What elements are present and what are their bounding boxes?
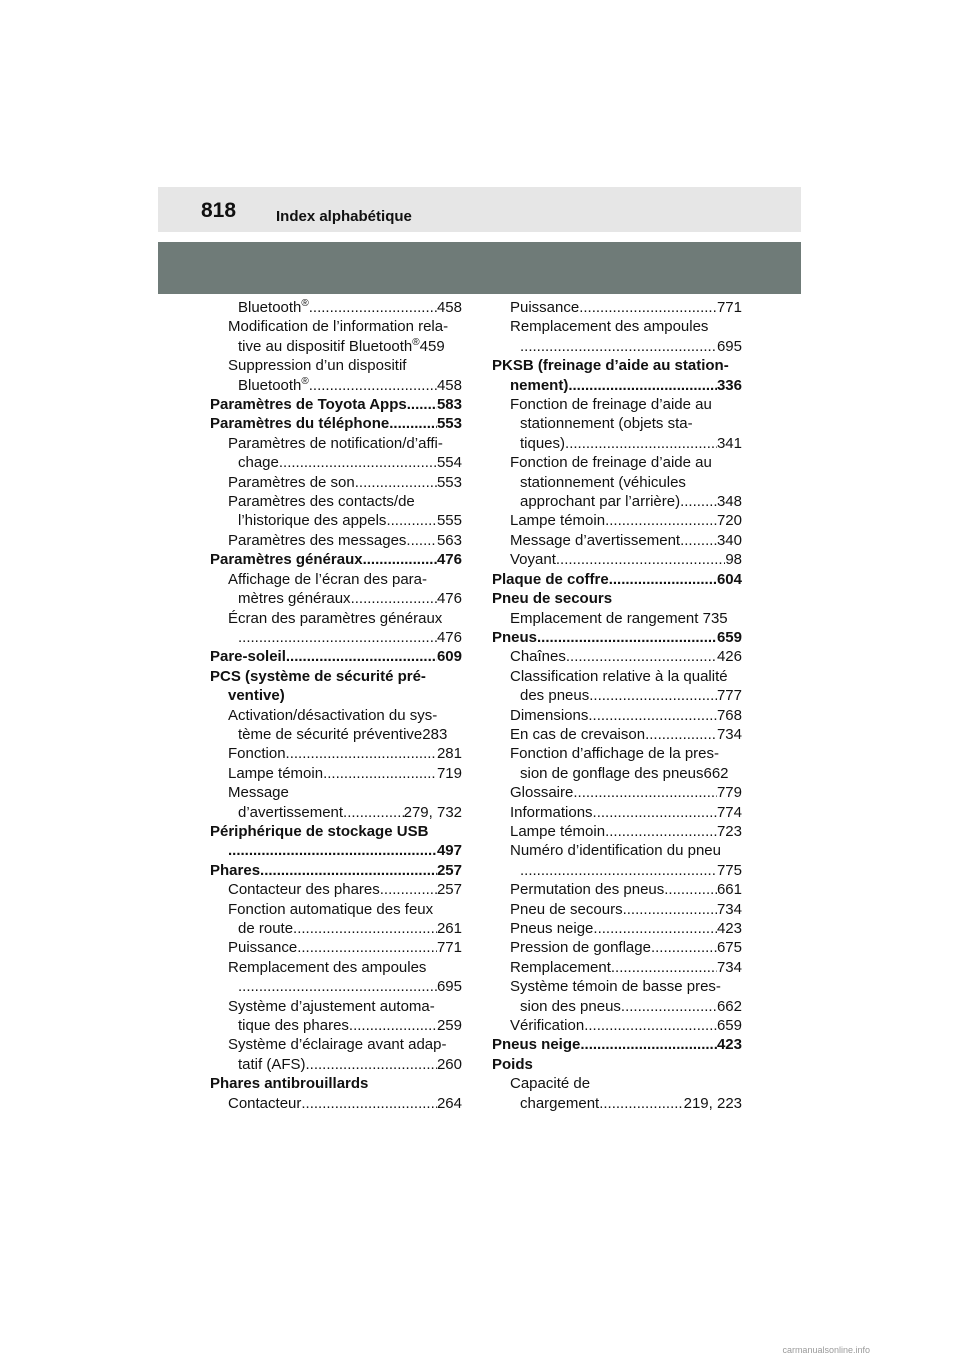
index-entry-main: Périphérique de stockage USB bbox=[210, 822, 429, 840]
index-entry: Puissance ..... 771 bbox=[210, 938, 462, 957]
index-entry-main: PKSB (freinage d’aide au station- bbox=[492, 357, 729, 375]
index-entry: tique des phares ..... 259 bbox=[210, 1016, 462, 1035]
index-entry: Fonction de freinage d’aide au bbox=[510, 454, 712, 472]
index-entry: mètres généraux ..... 476 bbox=[210, 589, 462, 608]
index-entry-main: Pneus ..... 659 bbox=[492, 628, 742, 647]
index-entry-main: ..... 497 bbox=[210, 841, 462, 860]
index-entry: Dimensions ..... 768 bbox=[492, 706, 742, 725]
index-entry: Paramètres des contacts/de bbox=[228, 493, 415, 511]
index-entry: Vérification ..... 659 bbox=[492, 1016, 742, 1035]
index-entry-main: Plaque de coffre ..... 604 bbox=[492, 570, 742, 589]
index-entry: Classification relative à la qualité bbox=[510, 667, 728, 685]
index-entry: tiques) ..... 341 bbox=[492, 434, 742, 453]
index-entry: chargement ..... 219, 223 bbox=[492, 1094, 742, 1113]
index-entry: Emplacement de rangement 735 bbox=[510, 609, 728, 627]
index-entry: Système d’éclairage avant adap- bbox=[228, 1036, 447, 1054]
index-entry: Lampe témoin ..... 719 bbox=[210, 764, 462, 783]
index-entry: chage ..... 554 bbox=[210, 453, 462, 472]
index-entry: Capacité de bbox=[510, 1075, 591, 1093]
index-entry: Contacteur des phares ..... 257 bbox=[210, 880, 462, 899]
index-entry: Voyant ..... 98 bbox=[492, 550, 742, 569]
index-entry-main: Pneus neige ..... 423 bbox=[492, 1035, 742, 1054]
index-entry: Suppression d’un dispositif bbox=[228, 357, 407, 375]
index-entry: Numéro d’identification du pneu bbox=[510, 842, 721, 860]
index-entry: Fonction de freinage d’aide au bbox=[510, 396, 712, 414]
index-entry-main: PCS (système de sécurité pré- bbox=[210, 667, 426, 685]
index-entry: Remplacement des ampoules bbox=[228, 958, 427, 976]
index-entry: Glossaire ..... 779 bbox=[492, 783, 742, 802]
index-entry: Affichage de l’écran des para- bbox=[228, 570, 428, 588]
index-entry: Message d’avertissement ..... 340 bbox=[492, 531, 742, 550]
index-entry: En cas de crevaison ..... 734 bbox=[492, 725, 742, 744]
index-column-left bbox=[210, 298, 462, 1113]
index-entry: Lampe témoin ..... 720 bbox=[492, 511, 742, 530]
index-entry: stationnement (objets sta- bbox=[520, 415, 693, 433]
index-entry: Modification de l’information rela- bbox=[228, 318, 449, 336]
index-entry: Activation/désactivation du sys- bbox=[228, 706, 438, 724]
index-entry: Pneu de secours ..... 734 bbox=[492, 900, 742, 919]
index-entry: Paramètres des messages ..... 563 bbox=[210, 531, 462, 550]
index-entry: Contacteur ..... 264 bbox=[210, 1094, 462, 1113]
index-entry: ..... 775 bbox=[492, 861, 742, 880]
header-band bbox=[158, 242, 801, 294]
index-entry: l’historique des appels ..... 555 bbox=[210, 511, 462, 530]
index-entry: Système témoin de basse pres- bbox=[510, 978, 721, 996]
index-entry: Paramètres de notification/d’affi- bbox=[228, 434, 443, 452]
index-entry-main: Paramètres du téléphone ..... 553 bbox=[210, 414, 462, 433]
index-entry: Chaînes ..... 426 bbox=[492, 647, 742, 666]
index-entry: Permutation des pneus ..... 661 bbox=[492, 880, 742, 899]
index-entry: Informations ..... 774 bbox=[492, 803, 742, 822]
index-entry: ..... 476 bbox=[210, 628, 462, 647]
index-entry-main: Pneu de secours bbox=[492, 590, 613, 608]
index-entry: stationnement (véhicules bbox=[520, 473, 686, 491]
index-entry-main: Paramètres de Toyota Apps ..... 583 bbox=[210, 395, 462, 414]
index-entry: tème de sécurité préventive 283 bbox=[238, 725, 448, 743]
index-entry: tive au dispositif Bluetooth® 459 bbox=[238, 336, 445, 355]
index-entry: ..... 695 bbox=[210, 977, 462, 996]
index-entry: Bluetooth® ..... 458 bbox=[210, 376, 462, 395]
index-entry: Fonction automatique des feux bbox=[228, 900, 434, 918]
index-entry: Système d’ajustement automa- bbox=[228, 997, 435, 1015]
index-entry: tatif (AFS) ..... 260 bbox=[210, 1055, 462, 1074]
index-entry: de route ..... 261 bbox=[210, 919, 462, 938]
index-entry: Puissance ..... 771 bbox=[492, 298, 742, 317]
index-entry: Message bbox=[228, 784, 289, 802]
index-entry: Lampe témoin ..... 723 bbox=[492, 822, 742, 841]
index-entry: Pneus neige ..... 423 bbox=[492, 919, 742, 938]
index-entry-main: Paramètres généraux ..... 476 bbox=[210, 550, 462, 569]
index-entry: des pneus ..... 777 bbox=[492, 686, 742, 705]
index-column-right bbox=[492, 298, 742, 1113]
index-entry: Paramètres de son ..... 553 bbox=[210, 473, 462, 492]
index-entry: d’avertissement ..... 279, 732 bbox=[210, 803, 462, 822]
page-number: 818 bbox=[201, 199, 237, 222]
section-title: Index alphabétique bbox=[276, 208, 412, 225]
index-entry: Fonction ..... 281 bbox=[210, 744, 462, 763]
watermark: carmanualsonline.info bbox=[782, 1345, 870, 1355]
index-entry: Écran des paramètres généraux bbox=[228, 609, 443, 627]
index-entry-main: Phares antibrouillards bbox=[210, 1075, 369, 1093]
index-entry-main: Poids bbox=[492, 1055, 533, 1073]
index-entry: Remplacement ..... 734 bbox=[492, 958, 742, 977]
index-entry: approchant par l’arrière) ..... 348 bbox=[492, 492, 742, 511]
index-entry: Fonction d’affichage de la pres- bbox=[510, 745, 720, 763]
index-entry-main: Pare-soleil ..... 609 bbox=[210, 647, 462, 666]
index-entry-main: nement) ..... 336 bbox=[492, 376, 742, 395]
index-entry: sion des pneus ..... 662 bbox=[492, 997, 742, 1016]
index-entry: Remplacement des ampoules bbox=[510, 318, 709, 336]
index-entry: sion de gonflage des pneus 662 bbox=[520, 764, 729, 782]
index-entry: ..... 695 bbox=[492, 337, 742, 356]
index-entry: Pression de gonflage ..... 675 bbox=[492, 938, 742, 957]
page-header bbox=[158, 187, 801, 232]
index-entry-main: ventive) bbox=[228, 687, 285, 705]
index-entry: Bluetooth® ..... 458 bbox=[210, 298, 462, 317]
index-entry-main: Phares ..... 257 bbox=[210, 861, 462, 880]
